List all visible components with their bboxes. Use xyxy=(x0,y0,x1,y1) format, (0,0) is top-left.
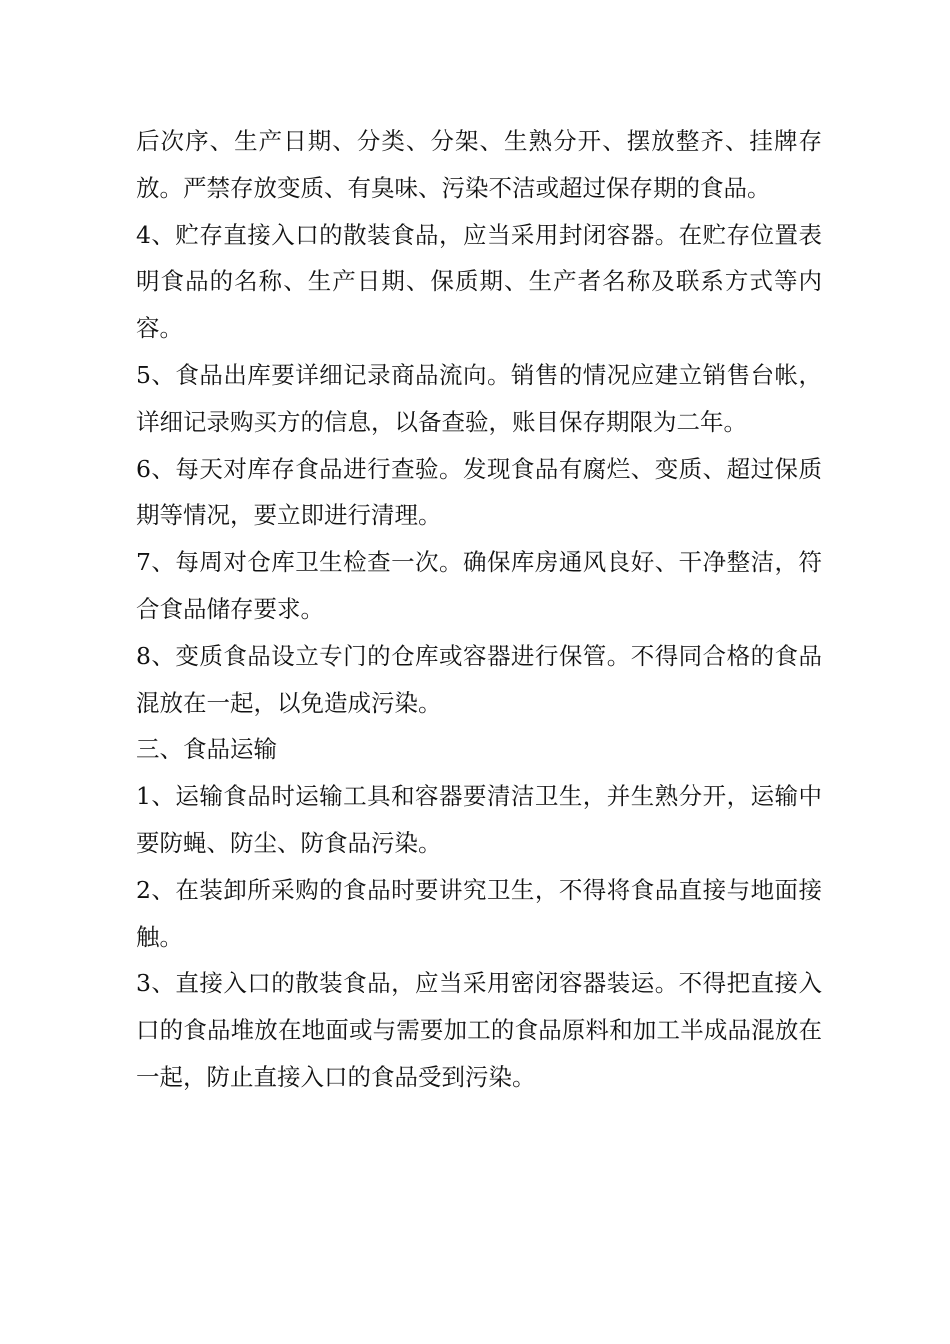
paragraph-item-6: 6、每天对库存食品进行查验。发现食品有腐烂、变质、超过保质期等情况，要立即进行清理。 xyxy=(136,454,822,530)
paragraph-transport-3: 3、直接入口的散装食品，应当采用密闭容器装运。不得把直接入口的食品堆放在地面或与需要加工的食品原料和加工半成品混放在一起，防止直接入口的食品受到污染。 xyxy=(136,969,822,1091)
paragraph-storage-order: 后次序、生产日期、分类、分架、生熟分开、摆放整齐、挂牌存放。严禁存放变质、有臭味、污染不洁或超过保存期的食品。 xyxy=(136,127,822,202)
section-heading-transport: 三、食品运输 xyxy=(136,735,277,764)
paragraph-item-4: 4、贮存直接入口的散装食品，应当采用封闭容器。在贮存位置表明食品的名称、生产日期、保质期、生产者名称及联系方式等内容。 xyxy=(136,220,822,343)
document-body xyxy=(136,118,822,1101)
paragraph-transport-2: 2、在装卸所采购的食品时要讲究卫生，不得将食品直接与地面接触。 xyxy=(136,875,822,951)
paragraph-transport-1: 1、运输食品时运输工具和容器要清洁卫生，并生熟分开，运输中要防蝇、防尘、防食品污染。 xyxy=(136,782,822,857)
paragraph-item-8: 8、变质食品设立专门的仓库或容器进行保管。不得同合格的食品混放在一起，以免造成污染。 xyxy=(136,641,822,717)
paragraph-item-5: 5、食品出库要详细记录商品流向。销售的情况应建立销售台帐，详细记录购买方的信息，以备查验，账目保存期限为二年。 xyxy=(136,360,822,436)
paragraph-item-7: 7、每周对仓库卫生检查一次。确保库房通风良好、干净整洁，符合食品储存要求。 xyxy=(136,548,822,623)
